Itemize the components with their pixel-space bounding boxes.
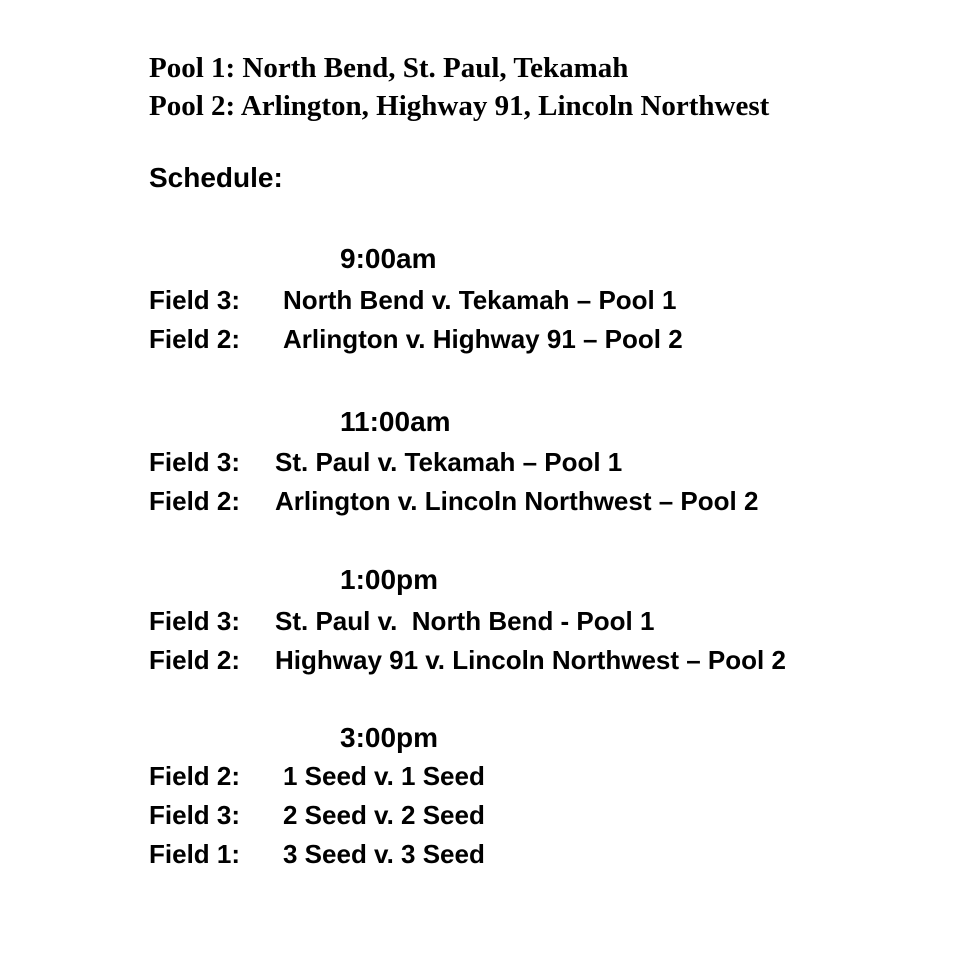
matchup: Arlington v. Lincoln Northwest – Pool 2 [275, 486, 759, 516]
field-label: Field 3: [149, 285, 241, 315]
field-label: Field 2: [149, 486, 241, 516]
matchup: 3 Seed v. 3 Seed [283, 839, 485, 869]
field-label: Field 2: [149, 761, 241, 791]
time-slot-9am: 9:00am [340, 243, 437, 274]
time-slot-11am: 11:00am [340, 406, 451, 437]
time-slot-3pm: 3:00pm [340, 722, 439, 753]
matchup: 1 Seed v. 1 Seed [283, 761, 485, 791]
matchup: 2 Seed v. 2 Seed [283, 800, 485, 830]
field-label: Field 2: [149, 324, 241, 354]
field-label: Field 1: [149, 839, 241, 869]
matchup: North Bend v. Tekamah – Pool 1 [283, 285, 677, 315]
time-slot-1pm: 1:00pm [340, 564, 439, 595]
field-label: Field 3: [149, 800, 241, 830]
matchup: Highway 91 v. Lincoln Northwest – Pool 2 [275, 645, 786, 675]
matchup: St. Paul v. North Bend - Pool 1 [275, 606, 655, 636]
schedule-heading: Schedule: [149, 162, 283, 193]
pool-2-line: Pool 2: Arlington, Highway 91, Lincoln Northwest [149, 90, 770, 122]
matchup: St. Paul v. Tekamah – Pool 1 [275, 447, 623, 477]
field-label: Field 3: [149, 606, 241, 636]
field-label: Field 2: [149, 645, 241, 675]
field-label: Field 3: [149, 447, 241, 477]
pool-1-line: Pool 1: North Bend, St. Paul, Tekamah [149, 52, 629, 84]
matchup: Arlington v. Highway 91 – Pool 2 [283, 324, 683, 354]
